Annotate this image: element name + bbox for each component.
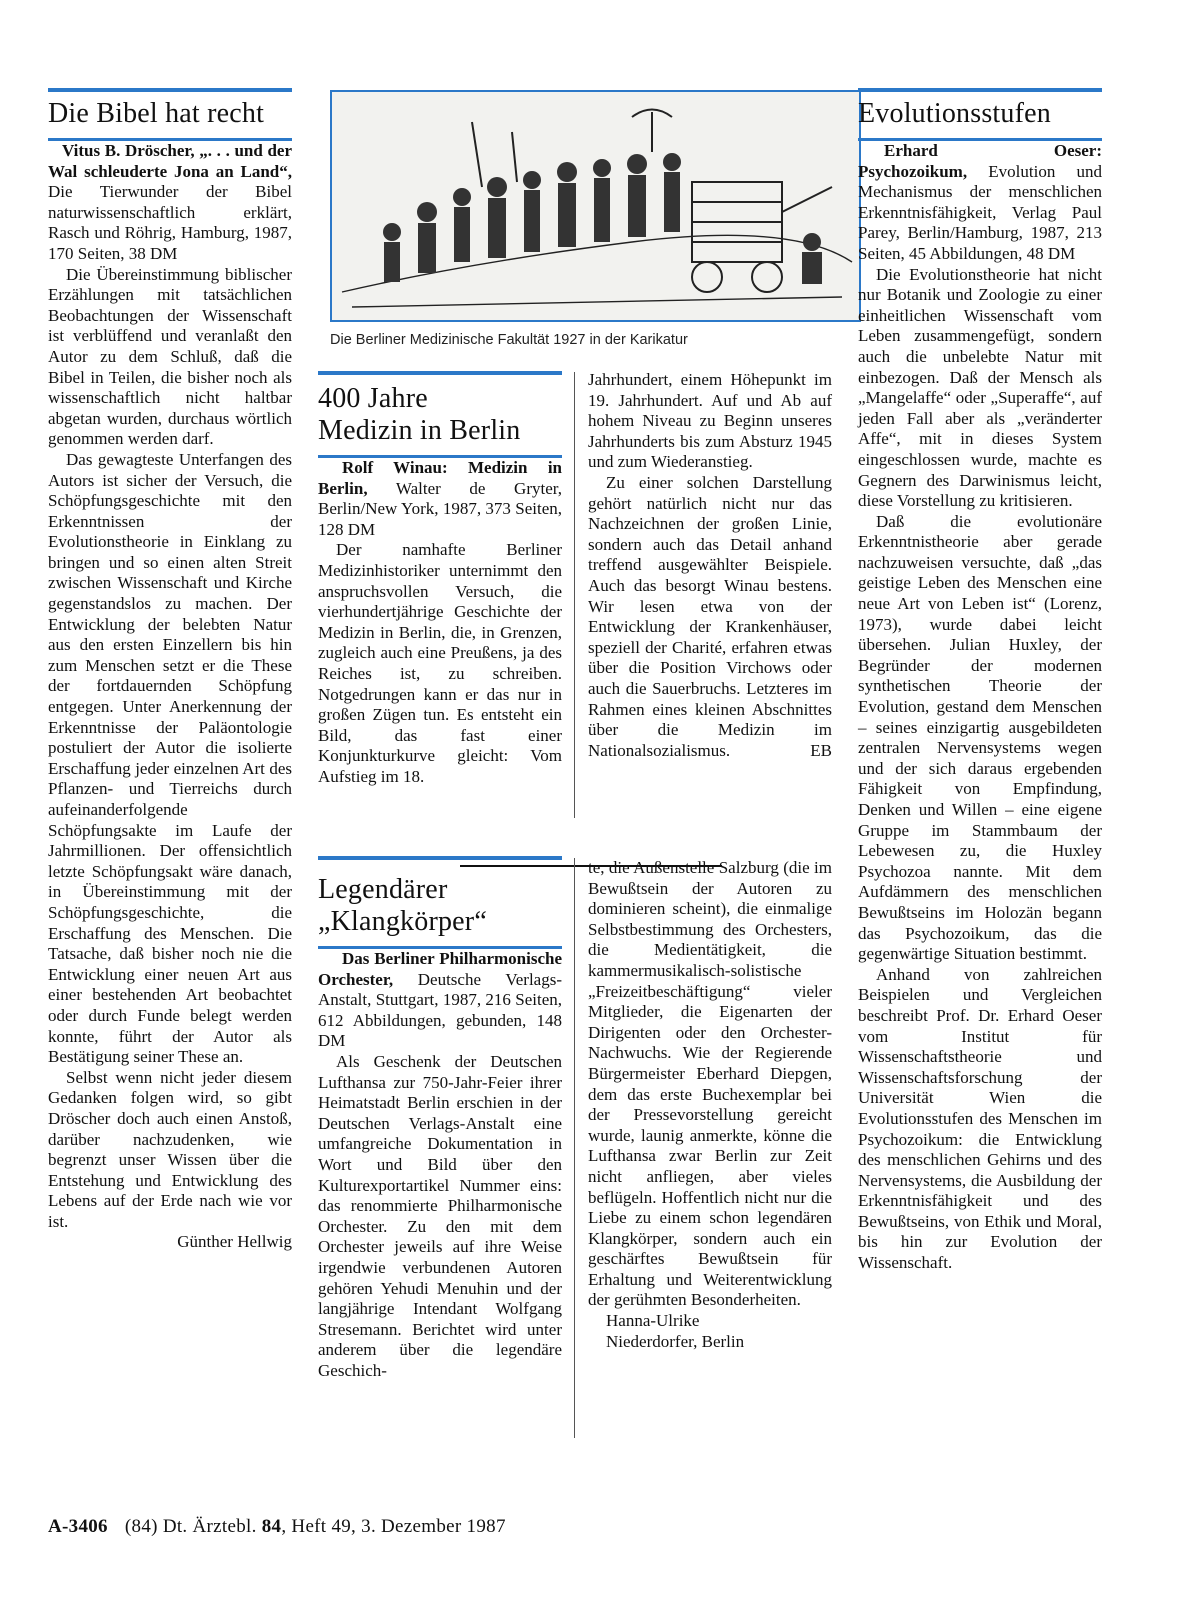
paragraph: Zu einer solchen Darstellung gehört natürlich nicht nur das Nachzeichnen der großen Linie, sondern auch das Detail anhand treffend ausgewählter Beispiele. Auch das besorgt Winau bestens. Wir lesen etwa von der Entwicklung der Krankenhäuser, speziell der Charité, erfahren etwas über die Position Virchows oder auch die Sauerbruchs. Letzteres im Rahmen eines kleinen Abschnittes über die Medizin im Nationalsozialismus. [588, 472, 832, 760]
author: Niederdorfer, Berlin [606, 1331, 745, 1351]
klangkoerper-article-col2 [588, 858, 832, 1352]
headline-evolution: Evolutionsstufen [858, 98, 1051, 129]
book-title: Vitus B. Dröscher, „. . . und der Wal schleuderte Jona an Land“, [48, 141, 292, 181]
book-details: Die Tierwunder der Bibel naturwissenschaftlich erklärt, Rasch und Röhrig, Hamburg, 1987, 170 Seiten, 38 DM [48, 182, 292, 263]
paragraph: Der namhafte Berliner Medizinhistoriker unternimmt den anspruchsvollen Versuch, die vierhundertjährige Geschichte der Medizin in Berlin, die, in Grenzen, zugleich auch eine Preußens, ja des Reiches ist, zu schreiben. Notgedrungen kann er das nur in großen Zügen tun. Es entsteht ein Bild, das fast einer Konjunkturkurve gleicht: Vom Aufstieg im 18. [318, 540, 562, 786]
headline-rule-top [48, 88, 292, 92]
book-details: Evolution und Mechanismus der menschlichen Erkenntnisfähigkeit, Verlag Paul Parey, Berlin/Hamburg, 1987, 213 Seiten, 45 Abbildungen, 48 DM [858, 161, 1102, 263]
paragraph: Daß die evolutionäre Erkenntnistheorie aber gerade nachzuweisen versuchte, daß „das geistige Leben des Menschen eine neue Art von Leben ist“ (Lorenz, 1973), wurde dabei leicht übersehen. Julian Huxley, der Begründer der modernen synthetischen Theorie der Evolution, gestand dem Menschen – seines einzigartig ausgebildeten zentralen Nervensystems wegen und der sich daraus ergebenden Fähigkeit von Empfindung, Denken und Willen – eine eigene Gruppe im Stammbaum der Lebewesen zu, die Huxley Psychozoa nannte. Mit dem Aufdämmern des menschlichen Bewußtseins im Holozän begann das Psychozoikum, das die gegenwärtige Situation bestimmt. [858, 511, 1102, 964]
medizin-article-col2 [588, 370, 832, 762]
paragraph: Die Evolutionstheorie hat nicht nur Botanik und Zoologie zu einer einheitlichen Wissenschaft vom Leben zusammengefügt, sondern auch die unbelebte Natur mit einbezogen. Daß der Mensch als „Mangelaffe“ oder „Superaffe“, auf jeden Fall aber als „veränderter Affe“, mit in dieses System eingeschlossen wurde, machte es Gegnern des Darwinismus leicht, diese Vorstellung zu kritisieren. [858, 264, 1102, 511]
book-reference [318, 949, 562, 1052]
headline-rule-top [318, 371, 562, 375]
evolution-article [858, 88, 1102, 1274]
headline-line: Medizin in Berlin [318, 415, 521, 446]
headline-line: Legendärer [318, 874, 448, 905]
book-reference [48, 141, 292, 265]
caricature-image [330, 90, 861, 322]
book-title: Das Berliner Philharmonische Orchester, [318, 949, 562, 989]
book-reference [318, 458, 562, 540]
author: Günther Hellwig [177, 1232, 292, 1252]
page-footer [48, 1516, 506, 1538]
paragraph: Das gewagteste Unterfangen des Autors ist sicher der Versuch, die Schöpfungsgeschichte mit den Erkenntnissen der Evolutionstheorie in Einklang zu bringen und so einen alten Streit zwischen Wissenschaft und Kirche gegenstandslos zu machen. Der Entwicklung der belebten Natur aus den ersten Einzellern bis hin zum Menschen setzt er die These der fortdauernden Schöpfung entgegen. Unter Anerkennung der Erkenntnisse der Paläontologie postuliert der Autor die isolierte Erschaffung jeder einzelnen Art des Pflanzen- und Tierreichs durch aufeinanderfolgende Schöpfungsakte im Laufe der Jahrmillionen. Der offensichtlich letzte Schöpfungsakt wäre danach, in Übereinstimmung mit der Schöpfungsgeschichte, die Erschaffung des Menschen. Die Tatsache, daß bisher noch nie die Entwicklung einer neuen Art aus einer bestehenden Art beobachtet oder durch Funde belegt werden konnte, führt der Autor als Bestätigung seiner These an. [48, 449, 292, 1067]
book-reference [858, 141, 1102, 265]
paragraph: te, die Außenstelle Salzburg (die im Bewußtsein der Autoren zu dominieren scheint), die einmalige Selbstbestimmung des Orchesters, die Medientätigkeit, die kammermusikalisch-solistische „Freizeitbeschäftigung“ vieler Mitglieder, die Eigenarten der Dirigenten oder den Orchester-Nachwuchs. Wie der Regierende Bürgermeister Eberhard Diepgen, dem das erste Buchexemplar bei der Pressevorstellung gereicht wurde, launig anmerkte, könne die Lufthansa zwar Berlin zur Zeit nicht anfliegen, aber vieles beflügeln. Hoffentlich nicht nur die Liebe zu einem schon legendären Klangkörper, sondern auch ein geschärftes Bewußtsein für Erhaltung und Weiterentwicklung der gerühmten Besonderheiten. [588, 858, 832, 1310]
book-title: Erhard Oeser: Psychozoikum, [858, 141, 1102, 181]
column-rule [574, 372, 575, 818]
book-title: Rolf Winau: Medizin in Berlin, [318, 458, 562, 498]
klangkoerper-article-col1 [318, 856, 562, 1381]
page-number: A-3406 [48, 1516, 108, 1537]
issue-date: , Heft 49, 3. Dezember 1987 [281, 1516, 506, 1537]
headline-rule-top [318, 856, 562, 860]
medizin-article-col1 [318, 371, 562, 788]
caricature-drawing [332, 92, 859, 320]
headline-line: 400 Jahre [318, 383, 428, 414]
paragraph: Anhand von zahlreichen Beispielen und Vergleichen beschreibt Prof. Dr. Erhard Oeser vom Institut für Wissenschaftstheorie und Wissenschaftsforschung der Universität Wien die Evolutionsstufen des Menschen im Psychozoikum: die Entwicklung des menschlichen Gehirns und des Nervensystems, die Ausbildung der Erkenntnisfähigkeit und des Bewußtseins, von Ethik und Moral, bis hin zur Evolution der Wissenschaft. [858, 964, 1102, 1273]
column-rule [574, 858, 575, 1438]
left-article [48, 88, 292, 1253]
volume-number: 84 [261, 1516, 282, 1537]
paragraph: Die Übereinstimmung biblischer Erzählungen mit tatsächlichen Beobachtungen der Wissenschaft ist verblüffend und veranlaßt den Autor zu dem Schluß, daß die Bibel in Teilen, die bisher noch als wissenschaftlich nicht haltbar abgetan wurden, durchaus wörtlich genommen werden darf. [48, 264, 292, 449]
headline-rule-top [858, 88, 1102, 92]
author: Hanna-Ulrike [606, 1311, 700, 1331]
headline-bibel: Die Bibel hat recht [48, 98, 265, 129]
book-details: Deutsche Verlags-Anstalt, Stuttgart, 1987, 216 Seiten, 612 Abbildungen, gebunden, 148 DM [318, 969, 562, 1051]
headline-line: „Klangkörper“ [318, 906, 487, 937]
figure-caption: Die Berliner Medizinische Fakultät 1927 in der Karikatur [330, 332, 688, 348]
paragraph: Jahrhundert, einem Höhepunkt im 19. Jahrhundert. Auf und Ab auf hohem Niveau zu Beginn unseres Jahrhunderts bis zum Absturz 1945 und zum Wiederanstieg. [588, 370, 832, 472]
journal-ref: (84) Dt. Ärztebl. [124, 1516, 257, 1537]
book-details: Walter de Gryter, Berlin/New York, 1987, 373 Seiten, 128 DM [318, 478, 562, 539]
headline-medizin [318, 383, 562, 447]
headline-klangkoerper [318, 874, 562, 938]
paragraph: Als Geschenk der Deutschen Lufthansa zur 750-Jahr-Feier ihrer Heimatstadt Berlin erschien in der Deutschen Verlags-Anstalt eine umfangreiche Dokumentation in Wort und Bild über den Kulturexportartikel Nummer eins: das renommierte Philharmonische Orchester. Zu den mit dem Orchester jeweils auf ihre Weise irgendwie verbundenen Autoren gehören Yehudi Menuhin und der langjährige Intendant Wolfgang Stresemann. Berichtet wird unter anderem über die legendäre Geschich- [318, 1051, 562, 1380]
author: EB [810, 741, 832, 761]
paragraph: Selbst wenn nicht jeder diesem Gedanken folgen wird, so gibt Dröscher doch auch einen Anstoß, darüber nachzudenken, wie begrenzt unser Wissen über die Entstehung und Entwicklung des Lebens auf der Erde nach wie vor ist. [48, 1067, 292, 1231]
